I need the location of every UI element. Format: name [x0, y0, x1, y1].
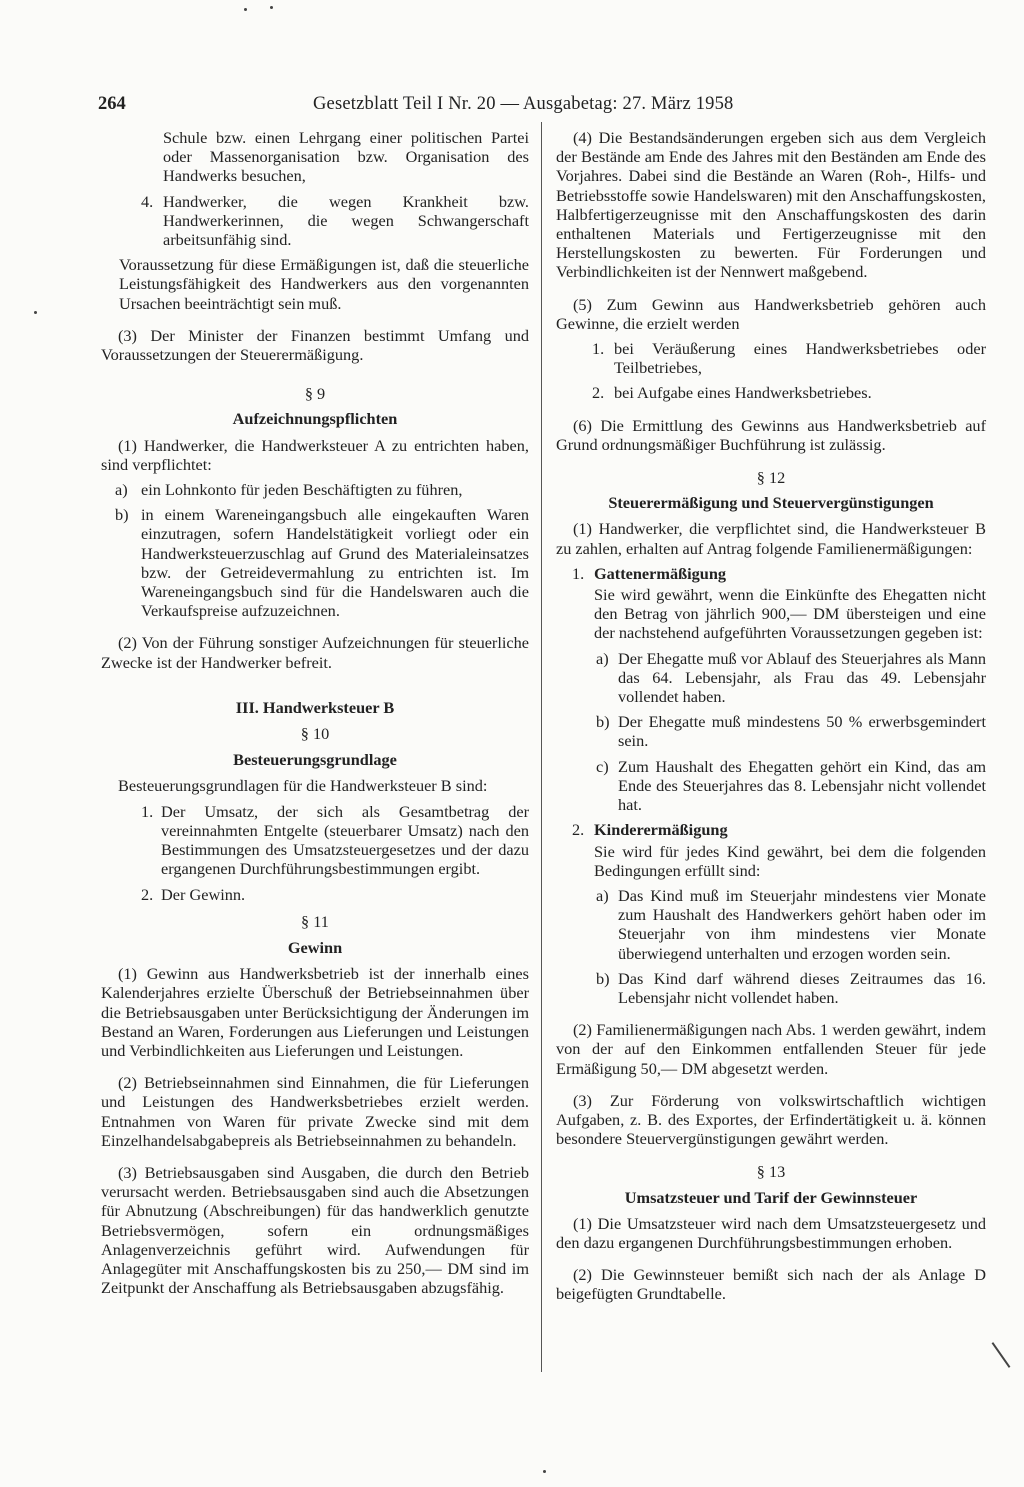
list-number: 2.	[572, 820, 585, 840]
paragraph: (1) Die Umsatzsteuer wird nach dem Umsatzsteuergesetz und den dazu ergangenen Durchführungsbestimmungen erhoben.	[556, 1213, 986, 1252]
paragraph: (2) Die Gewinnsteuer bemißt sich nach der als Anlage D beigefügten Grundtabelle.	[556, 1265, 986, 1304]
list-item	[556, 886, 986, 963]
paragraph: (3) Der Minister der Finanzen bestimmt Umfang und Voraussetzungen der Steuerermäßigung.	[101, 325, 529, 365]
list-letter: c)	[596, 756, 609, 776]
scan-speck	[543, 1470, 546, 1473]
list-number: 2.	[592, 383, 605, 403]
list-text: Der Umsatz, der sich als Gesamtbetrag der vereinnahmten Entgelte (steuerbarer Umsatz) nach den Bestimmungen des Umsatzsteuergesetzes und der dazu ergangenen Durchführungsbestimmungen ergibt.	[161, 801, 529, 879]
paragraph: Sie wird für jedes Kind gewährt, bei dem die folgenden Bedingungen erfüllt sind:	[594, 841, 986, 880]
paragraph: (3) Zur Förderung von volkswirtschaftlich wichtigen Aufgaben, z. B. des Exportes, der Erfindertätigkeit u. ä. können besondere Steuervergünstigungen gewährt werden.	[556, 1090, 986, 1149]
list-letter: a)	[115, 480, 128, 500]
list-item	[101, 192, 529, 250]
list-number: 4.	[141, 191, 154, 211]
list-item	[556, 712, 986, 750]
list-text: Das Kind darf während dieses Zeitraumes das 16. Lebensjahr nicht vollendet haben.	[618, 968, 986, 1007]
paragraph: Schule bzw. einen Lehrgang einer politischen Partei oder Massenorganisation bzw. Organisation des Handwerks besuchen,	[163, 128, 529, 186]
list-number: 1.	[141, 801, 154, 821]
list-item	[101, 885, 529, 904]
page-number: 264	[98, 94, 126, 114]
list-text: Das Kind muß im Steuerjahr mindestens vier Monate zum Haushalt des Handwerkers gehört haben oder im Steuerjahr von ihm mindestens vier Monate überwiegend unterhalten und erzogen worden sein.	[618, 885, 986, 963]
list-text: Handwerker, die wegen Krankheit bzw. Handwerkerinnen, die wegen Schwangerschaft arbeitsunfähig sind.	[163, 191, 529, 250]
list-letter: b)	[115, 505, 129, 525]
paragraph: (1) Gewinn aus Handwerksbetrieb ist der innerhalb eines Kalenderjahres erzielte Überschuß der Betriebseinnahmen über die Betriebsausgaben unter Berücksichtigung der Änderungen im Bestand an Waren, Forderungen aus Lieferungen und Leistungen und Verbindlichkeiten aus Lieferungen und Leistungen.	[101, 964, 529, 1060]
list-heading: Kinderermäßigung	[594, 820, 728, 840]
list-item	[556, 969, 986, 1007]
list-text: bei Veräußerung eines Handwerksbetriebes oder Teilbetriebes,	[614, 339, 986, 378]
list-letter: b)	[596, 968, 610, 988]
list-heading: Gattenermäßigung	[594, 563, 727, 583]
paragraph: (1) Handwerker, die Handwerksteuer A zu entrichten haben, sind verpflichtet:	[101, 435, 529, 474]
paragraph: (2) Von der Führung sonstiger Aufzeichnungen für steuerliche Zwecke ist der Handwerker befreit.	[101, 633, 529, 672]
list-item	[556, 339, 986, 377]
paragraph: (2) Betriebseinnahmen sind Einnahmen, die für Lieferungen und Leistungen des Handwerksbetriebes erzielt werden. Entnahmen von Waren für private Zwecke sind mit dem Einzelhandelsabgabepreis als Betriebseinnahmen zu behandeln.	[101, 1073, 529, 1150]
list-item	[556, 820, 986, 839]
list-text: Der Ehegatte muß vor Ablauf des Steuerjahres als Mann das 64. Lebensjahr, als Frau das 49. Lebensjahr vollendet haben.	[618, 648, 986, 707]
list-item	[556, 649, 986, 707]
section-number: § 12	[756, 468, 786, 488]
list-text: ein Lohnkonto für jeden Beschäftigten zu führen,	[141, 480, 463, 500]
left-column	[101, 128, 529, 1310]
list-text: in einem Wareneingangsbuch alle eingekauften Waren einzutragen, sofern Handelstätigkeit vorliegt oder ein Handwerksteuerzuschlag auf Grund des Materialeinsatzes bzw. der Getreidevermahlung zu entrichten ist. Im Wareneingangsbuch sind für die Handelswaren auch die Verkaufspreise aufzuzeichnen.	[141, 505, 529, 621]
list-letter: a)	[596, 885, 609, 905]
list-number: 1.	[572, 563, 585, 583]
section-number: § 11	[301, 911, 329, 931]
list-letter: b)	[596, 712, 610, 732]
list-number: 1.	[592, 339, 605, 359]
section-number: § 9	[304, 384, 326, 404]
paragraph: (5) Zum Gewinn aus Handwerksbetrieb gehören auch Gewinne, die erzielt werden	[556, 294, 986, 333]
scan-speck	[244, 8, 247, 11]
section-title: Steuerermäßigung und Steuervergünstigungen	[608, 493, 934, 513]
section-title: Gewinn	[287, 937, 343, 957]
paragraph: (6) Die Ermittlung des Gewinns aus Handwerksbetrieb auf Grund ordnungsmäßiger Buchführung ist zulässig.	[556, 415, 986, 454]
right-column	[556, 128, 986, 1317]
section-title: Aufzeichnungspflichten	[232, 409, 398, 429]
list-text: bei Aufgabe eines Handwerksbetriebes.	[614, 383, 872, 403]
paragraph: Sie wird gewährt, wenn die Einkünfte des Ehegatten nicht den Betrag von jährlich 900,— DM übersteigen und eine der nachstehend aufgeführten Voraussetzungen gegeben ist:	[594, 585, 986, 643]
paragraph: Voraussetzung für diese Ermäßigungen ist, daß die steuerliche Leistungsfähigkeit des Handwerkers aus den vorgenannten Ursachen beeinträchtigt sein muß.	[119, 255, 529, 313]
list-item	[556, 383, 986, 402]
part-heading: III. Handwerksteuer B	[235, 697, 395, 717]
list-item	[101, 505, 529, 620]
list-text: Zum Haushalt des Ehegatten gehört ein Kind, das am Ende des Steuerjahres das 8. Lebensjahr nicht vollendet hat.	[618, 756, 986, 815]
pen-stroke-mark	[992, 1342, 1011, 1368]
running-title: Gesetzblatt Teil I Nr. 20 — Ausgabetag: 27. März 1958	[313, 94, 734, 114]
column-divider	[541, 122, 542, 1372]
paragraph: (1) Handwerker, die verpflichtet sind, die Handwerksteuer B zu zahlen, erhalten auf Antrag folgende Familienermäßigungen:	[556, 519, 986, 558]
list-letter: a)	[596, 648, 609, 668]
scan-speck	[34, 311, 37, 314]
list-text: Der Ehegatte muß mindestens 50 % erwerbsgemindert sein.	[618, 712, 986, 751]
section-title: Besteuerungsgrundlage	[233, 750, 397, 770]
section-number: § 10	[300, 724, 330, 744]
list-text: Der Gewinn.	[161, 884, 246, 904]
list-item	[101, 480, 529, 499]
section-title: Umsatzsteuer und Tarif der Gewinnsteuer	[624, 1187, 918, 1207]
scan-speck	[270, 6, 273, 9]
paragraph: Besteuerungsgrundlagen für die Handwerksteuer B sind:	[118, 776, 488, 796]
list-item	[556, 757, 986, 815]
paragraph: (3) Betriebsausgaben sind Ausgaben, die durch den Betrieb verursacht werden. Betriebsausgaben sind auch die Absetzungen für Abnutzung (Abschreibungen) für das handwerklich genutzte Betriebsvermögen, sofern ein ordnungsmäßiges Anlagenverzeichnis geführt wird. Aufwendungen für Anlagegüter mit Anschaffungskosten bis zu 250,— DM sind im Zeitpunkt der Anschaffung als Betriebsausgaben abzugsfähig.	[101, 1162, 529, 1298]
page-header	[98, 94, 986, 122]
paragraph: (4) Die Bestandsänderungen ergeben sich aus dem Vergleich der Bestände am Ende des Jahres mit den Beständen am Ende des Vorjahres. Dabei sind die Bestände an Waren (Roh-, Hilfs- und Betriebsstoffe sowie Handelswaren) mit den Anschaffungskosten, Halbfertigerzeugnisse mit den Anschaffungskosten des darin enthaltenen Materials und Fertigerzeugnisse mit den Herstellungskosten zu bewerten. Für Forderungen und Verbindlichkeiten ist der Nennwert maßgebend.	[556, 128, 986, 282]
list-number: 2.	[141, 884, 154, 904]
section-number: § 13	[756, 1162, 786, 1182]
list-item	[556, 564, 986, 583]
paragraph: (2) Familienermäßigungen nach Abs. 1 werden gewährt, indem von der auf den Einkommen entfallenden Steuer für jede Ermäßigung 50,— DM abgesetzt werden.	[556, 1020, 986, 1078]
list-item	[101, 802, 529, 879]
